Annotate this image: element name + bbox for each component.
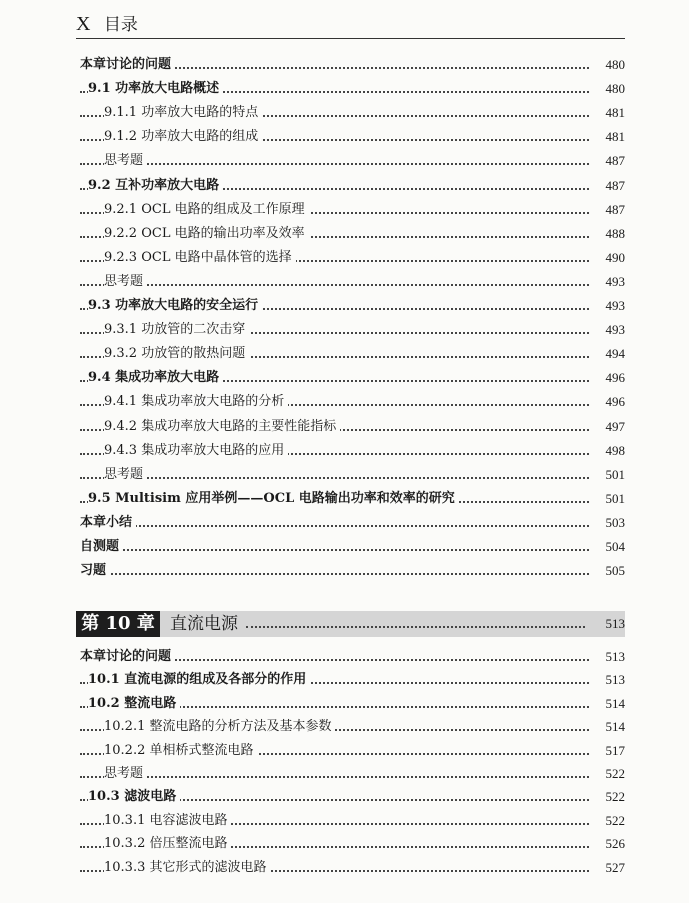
toc-entry-label: 9.2.3 OCL 电路中晶体管的选择	[104, 248, 296, 268]
toc-entry-label: 思考题	[104, 764, 147, 784]
toc-entry-page: 527	[589, 858, 625, 878]
toc-entry-label: 10.2 整流电路	[88, 694, 180, 714]
toc-entry-page: 514	[589, 717, 625, 737]
toc-entry-label: 10.3.3 其它形式的滤波电路	[104, 858, 270, 878]
toc-entry-page: 513	[589, 647, 625, 667]
toc-entry[interactable]	[0, 834, 689, 854]
toc-entry-page: 522	[589, 764, 625, 784]
toc-entry[interactable]	[0, 79, 689, 99]
toc-entry-page: 493	[589, 272, 625, 292]
toc-entry[interactable]	[0, 465, 689, 485]
toc-entry[interactable]	[0, 103, 689, 123]
toc-entry-label: 思考题	[104, 272, 147, 292]
chapter-title: 直流电源	[170, 611, 242, 637]
toc-entry[interactable]	[0, 489, 689, 509]
toc-entry-label: 9.3 功率放大电路的安全运行	[88, 296, 262, 316]
toc-entry-page: 494	[589, 344, 625, 364]
toc-entry-page: 493	[589, 296, 625, 316]
toc-entry-label: 思考题	[104, 151, 147, 171]
toc-entry-label: 9.2.1 OCL 电路的组成及工作原理	[104, 200, 309, 220]
toc-entry-page: 504	[589, 537, 625, 557]
toc-entry-label: 9.1.2 功率放大电路的组成	[104, 127, 262, 147]
toc-entry-label: 本章小结	[80, 513, 136, 533]
toc-entry[interactable]	[0, 561, 689, 581]
toc-entry-page: 522	[589, 787, 625, 807]
toc-entry[interactable]	[0, 647, 689, 667]
toc-entry[interactable]	[0, 537, 689, 557]
leader-dots	[80, 163, 589, 165]
toc-entry[interactable]	[0, 764, 689, 784]
toc-entry-page: 501	[589, 465, 625, 485]
toc-entry-label: 9.1.1 功率放大电路的特点	[104, 103, 262, 123]
toc-entry-label: 9.3.1 功放管的二次击穿	[104, 320, 249, 340]
toc-entry[interactable]	[0, 368, 689, 388]
leader-dots	[80, 477, 589, 479]
toc-entry-label: 10.1 直流电源的组成及各部分的作用	[88, 670, 310, 690]
toc-entry-page: 490	[589, 248, 625, 268]
toc-entry-page: 522	[589, 811, 625, 831]
toc-entry-label: 思考题	[104, 465, 147, 485]
toc-entry-label: 9.4.2 集成功率放大电路的主要性能指标	[104, 417, 340, 437]
page-header	[76, 10, 138, 36]
toc-entry[interactable]	[0, 441, 689, 461]
toc-entry-label: 本章讨论的问题	[80, 647, 175, 667]
toc-entry-label: 9.5 Multisim 应用举例——OCL 电路输出功率和效率的研究	[88, 489, 459, 509]
toc-entry-label: 自测题	[80, 537, 123, 557]
toc-entry-page: 501	[589, 489, 625, 509]
toc-entry-page: 481	[589, 127, 625, 147]
toc-entry[interactable]	[0, 296, 689, 316]
toc-entry-page: 481	[589, 103, 625, 123]
leader-dots	[80, 776, 589, 778]
toc-entry-page: 487	[589, 200, 625, 220]
toc-entry-label: 10.3.2 倍压整流电路	[104, 834, 231, 854]
toc-entry-label: 9.2 互补功率放大电路	[88, 176, 223, 196]
toc-entry-label: 9.2.2 OCL 电路的输出功率及效率	[104, 224, 309, 244]
toc-entry[interactable]	[0, 392, 689, 412]
toc-entry-page: 493	[589, 320, 625, 340]
leader-dots	[80, 525, 589, 527]
toc-entry-page: 480	[589, 79, 625, 99]
toc-entry[interactable]	[0, 151, 689, 171]
toc-entry-label: 9.3.2 功放管的散热问题	[104, 344, 249, 364]
toc-entry-page: 480	[589, 55, 625, 75]
toc-entry[interactable]	[0, 670, 689, 690]
toc-entry-label: 10.2.1 整流电路的分析方法及基本参数	[104, 717, 335, 737]
toc-entry-label: 10.3 滤波电路	[88, 787, 180, 807]
toc-entry[interactable]	[0, 694, 689, 714]
toc-entry-page: 496	[589, 368, 625, 388]
toc-entry-page: 487	[589, 151, 625, 171]
toc-entry[interactable]	[0, 741, 689, 761]
toc-entry-page: 487	[589, 176, 625, 196]
toc-entry[interactable]	[0, 224, 689, 244]
toc-entry-label: 9.1 功率放大电路概述	[88, 79, 223, 99]
toc-entry[interactable]	[0, 200, 689, 220]
toc-entry[interactable]	[0, 417, 689, 437]
toc-entry[interactable]	[0, 344, 689, 364]
toc-entry-page: 517	[589, 741, 625, 761]
toc-entry[interactable]	[0, 272, 689, 292]
toc-entry-label: 10.2.2 单相桥式整流电路	[104, 741, 257, 761]
toc-entry[interactable]	[0, 513, 689, 533]
toc-entry[interactable]	[0, 858, 689, 878]
chapter-number: 第 10 章	[76, 611, 160, 637]
toc-entry-page: 488	[589, 224, 625, 244]
toc-entry[interactable]	[0, 127, 689, 147]
toc-entry-page: 526	[589, 834, 625, 854]
toc-entry[interactable]	[0, 811, 689, 831]
page-letter: X	[76, 13, 91, 35]
leader-dots	[80, 284, 589, 286]
toc-entry-page: 514	[589, 694, 625, 714]
toc-entry[interactable]	[0, 55, 689, 75]
page-header-title: 目录	[103, 15, 138, 35]
header-rule	[76, 38, 625, 39]
toc-entry-label: 习题	[80, 561, 110, 581]
toc-entry-label: 9.4.1 集成功率放大电路的分析	[104, 392, 288, 412]
toc-entry-label: 9.4.3 集成功率放大电路的应用	[104, 441, 288, 461]
toc-entry-label: 10.3.1 电容滤波电路	[104, 811, 231, 831]
toc-entry[interactable]	[0, 176, 689, 196]
toc-entry[interactable]	[0, 248, 689, 268]
toc-entry-page: 496	[589, 392, 625, 412]
leader-dots	[246, 626, 585, 628]
leader-dots	[80, 573, 589, 575]
toc-entry-page: 498	[589, 441, 625, 461]
toc-entry-label: 9.4 集成功率放大电路	[88, 368, 223, 388]
chapter-10-banner[interactable]	[76, 611, 625, 637]
toc-entry[interactable]	[0, 787, 689, 807]
toc-entry-page: 513	[589, 670, 625, 690]
toc-entry[interactable]	[0, 320, 689, 340]
toc-entry-page: 503	[589, 513, 625, 533]
chapter-page: 513	[589, 611, 625, 637]
toc-entry[interactable]	[0, 717, 689, 737]
toc-entry-page: 505	[589, 561, 625, 581]
toc-entry-label: 本章讨论的问题	[80, 55, 175, 75]
toc-entry-page: 497	[589, 417, 625, 437]
leader-dots	[80, 549, 589, 551]
